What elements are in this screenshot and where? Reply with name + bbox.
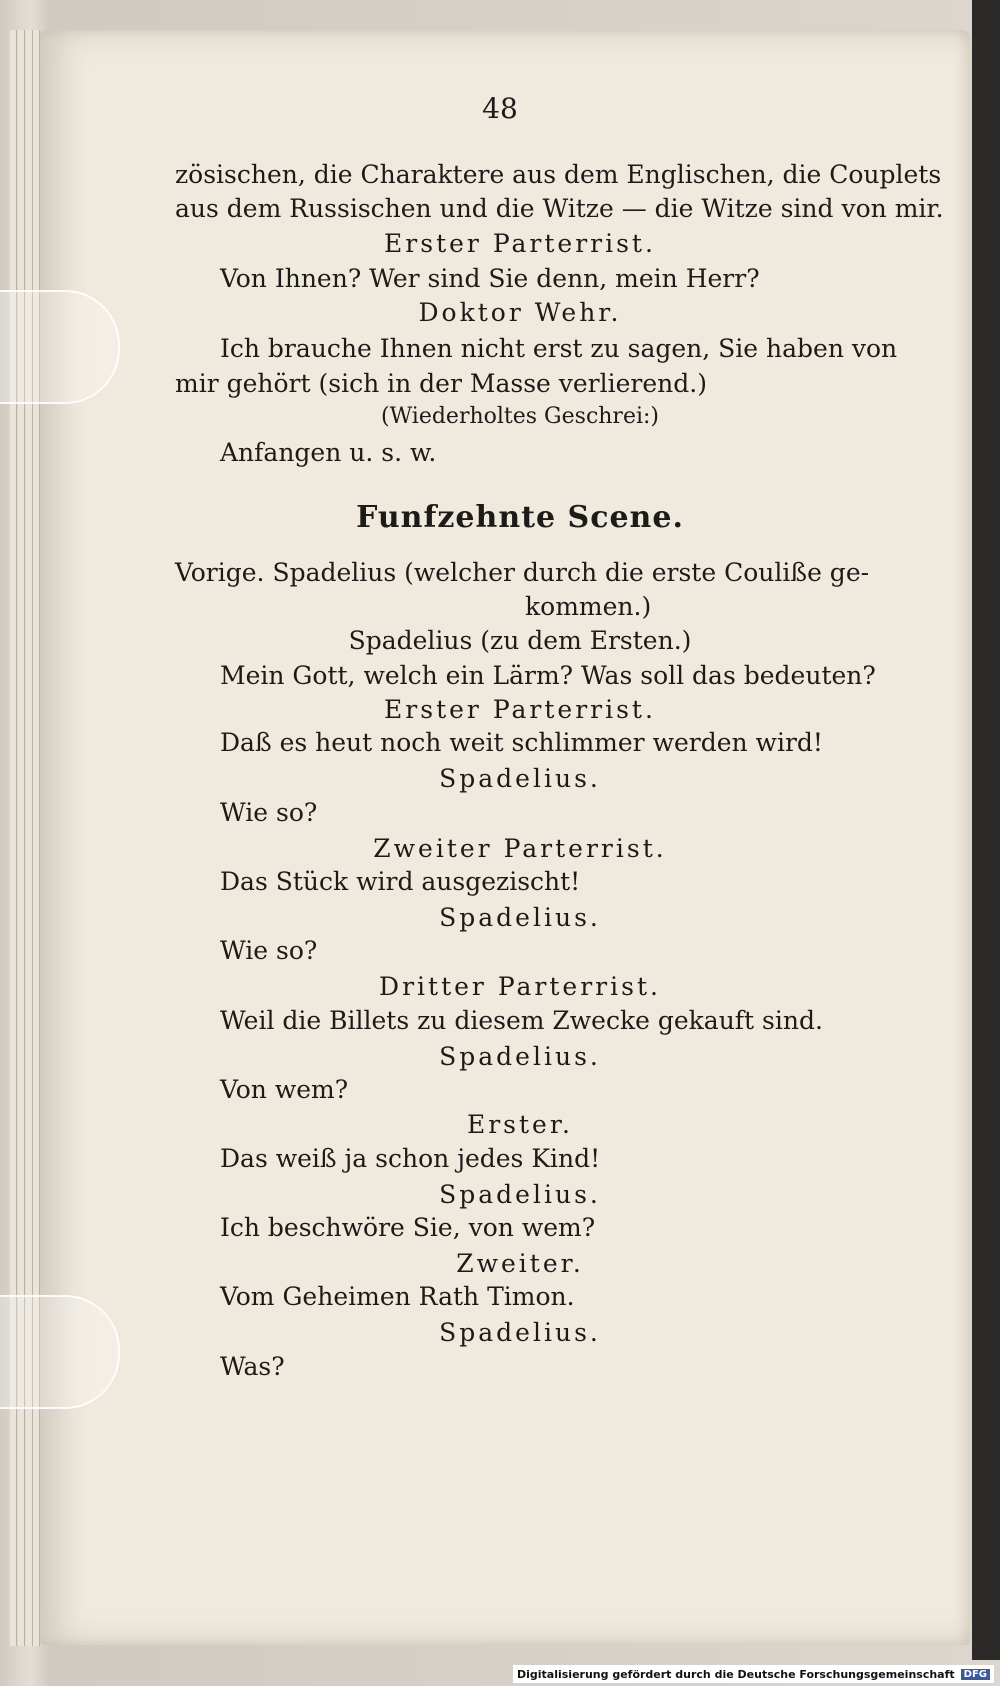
speaker-name: Spadelius. — [439, 1318, 601, 1347]
stage-direction: (Wiederholtes Geschrei:) — [380, 404, 660, 429]
dialogue-line: Das weiß ja schon jedes Kind! — [220, 1144, 601, 1173]
dialogue-line: Wie so? — [220, 936, 318, 965]
speaker-name: Zweiter. — [456, 1249, 584, 1278]
text-line: zösischen, die Charaktere aus dem Englischen, die Couplets — [175, 160, 942, 189]
stage-direction: Vorige. Spadelius (welcher durch die erste Couliße ge- — [175, 558, 870, 587]
dialogue-line: Von Ihnen? Wer sind Sie denn, mein Herr? — [220, 264, 760, 293]
dialogue-line: Von wem? — [220, 1075, 349, 1104]
digitization-credit — [513, 1665, 994, 1683]
dialogue-line: Anfangen u. s. w. — [220, 438, 437, 467]
dialogue-line: Ich beschwöre Sie, von wem? — [220, 1213, 596, 1242]
credit-text: Digitalisierung gefördert durch die Deutsche Forschungsgemeinschaft — [516, 1667, 955, 1681]
dialogue-line: Vom Geheimen Rath Timon. — [220, 1282, 575, 1311]
text-line: aus dem Russischen und die Witze — die Witze sind von mir. — [175, 194, 944, 223]
speaker-name: Spadelius (zu dem Ersten.) — [348, 626, 692, 655]
dialogue-line: Weil die Billets zu diesem Zwecke gekauft sind. — [220, 1006, 823, 1035]
dialogue-line: Mein Gott, welch ein Lärm? Was soll das bedeuten? — [220, 661, 876, 690]
scanner-dark-edge — [972, 0, 1000, 1660]
dialogue-line: mir gehört (sich in der Masse verlierend.) — [175, 369, 707, 398]
dfg-logo: DFG — [961, 1669, 990, 1680]
page-clip — [0, 290, 120, 404]
speaker-name: Erster. — [466, 1110, 574, 1139]
speaker-name: Zweiter Parterrist. — [373, 834, 667, 863]
dialogue-line: Ich brauche Ihnen nicht erst zu sagen, Sie haben von — [220, 334, 898, 363]
speaker-name: Spadelius. — [439, 903, 601, 932]
stage-direction: kommen.) — [525, 592, 652, 621]
speaker-name: Spadelius. — [439, 1180, 601, 1209]
scene-heading: Funfzehnte Scene. — [356, 500, 684, 535]
speaker-name: Doktor Wehr. — [418, 298, 622, 327]
dialogue-line: Was? — [220, 1352, 285, 1381]
speaker-name: Erster Parterrist. — [384, 229, 656, 258]
speaker-name: Spadelius. — [439, 1042, 601, 1071]
dialogue-line: Daß es heut noch weit schlimmer werden wird! — [220, 728, 823, 757]
speaker-name: Dritter Parterrist. — [379, 972, 661, 1001]
dialogue-line: Wie so? — [220, 798, 318, 827]
page-clip — [0, 1295, 120, 1409]
speaker-name: Spadelius. — [439, 764, 601, 793]
speaker-name: Erster Parterrist. — [384, 695, 656, 724]
dialogue-line: Das Stück wird ausgezischt! — [220, 867, 581, 896]
page-number: 48 — [482, 92, 518, 125]
